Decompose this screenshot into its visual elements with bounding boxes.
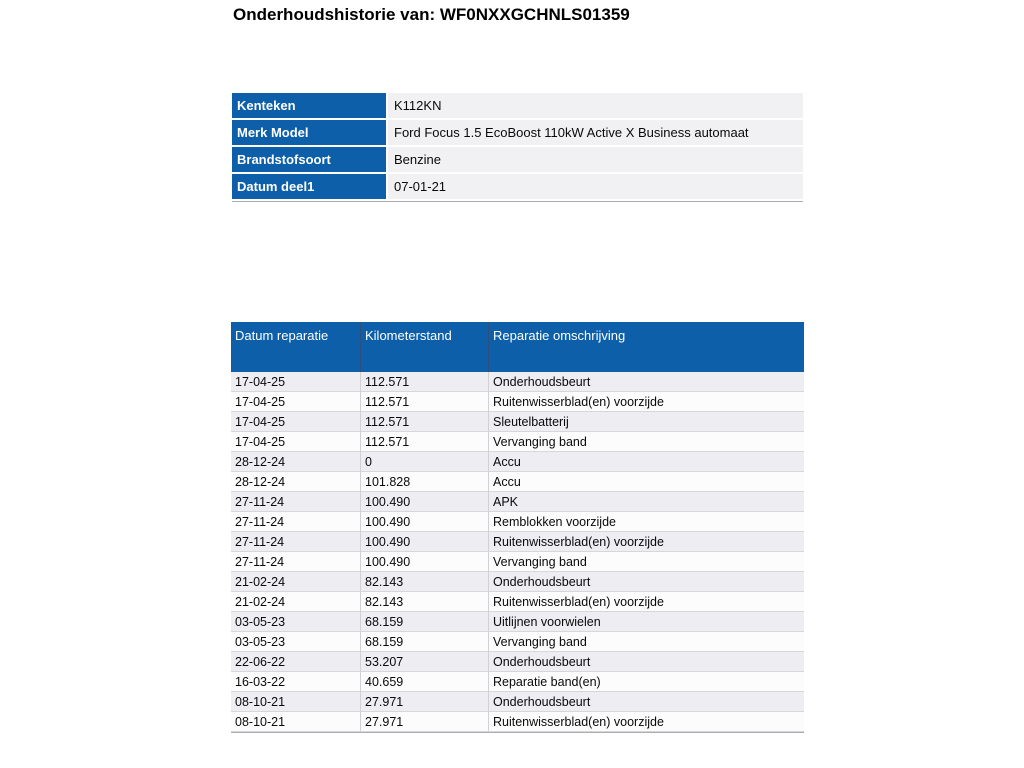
repair-row	[231, 552, 804, 572]
repair-description: Ruitenwisserblad(en) voorzijde	[489, 592, 804, 612]
repair-row	[231, 432, 804, 452]
repair-row	[231, 412, 804, 432]
repair-description: Vervanging band	[489, 632, 804, 652]
repair-row	[231, 452, 804, 472]
vehicle-info-label: Datum deel1	[232, 174, 388, 201]
repair-date: 16-03-22	[231, 672, 361, 692]
repair-date: 27-11-24	[231, 532, 361, 552]
repair-odometer: 100.490	[361, 512, 489, 532]
repair-date: 17-04-25	[231, 392, 361, 412]
repair-description: Uitlijnen voorwielen	[489, 612, 804, 632]
repair-date: 28-12-24	[231, 472, 361, 492]
repair-odometer: 100.490	[361, 532, 489, 552]
repair-history-body	[231, 372, 804, 732]
repair-odometer: 100.490	[361, 492, 489, 512]
repair-date: 17-04-25	[231, 412, 361, 432]
repair-odometer: 68.159	[361, 612, 489, 632]
repair-date: 08-10-21	[231, 712, 361, 732]
repair-odometer: 27.971	[361, 692, 489, 712]
repair-description: APK	[489, 492, 804, 512]
repair-date: 21-02-24	[231, 572, 361, 592]
repair-odometer: 27.971	[361, 712, 489, 732]
repair-row	[231, 512, 804, 532]
repair-odometer: 112.571	[361, 412, 489, 432]
repair-description: Onderhoudsbeurt	[489, 572, 804, 592]
repair-odometer: 40.659	[361, 672, 489, 692]
repair-date: 28-12-24	[231, 452, 361, 472]
repair-description: Ruitenwisserblad(en) voorzijde	[489, 532, 804, 552]
repair-description: Accu	[489, 472, 804, 492]
vehicle-info-row	[232, 147, 803, 174]
repair-description: Remblokken voorzijde	[489, 512, 804, 532]
repair-description: Ruitenwisserblad(en) voorzijde	[489, 392, 804, 412]
column-header-reparatie-omschrijving: Reparatie omschrijving	[489, 322, 804, 372]
repair-row	[231, 632, 804, 652]
repair-odometer: 82.143	[361, 592, 489, 612]
repair-description: Ruitenwisserblad(en) voorzijde	[489, 712, 804, 732]
repair-date: 22-06-22	[231, 652, 361, 672]
repair-row	[231, 392, 804, 412]
repair-row	[231, 492, 804, 512]
vehicle-info-value: Ford Focus 1.5 EcoBoost 110kW Active X Business automaat	[388, 120, 803, 147]
vehicle-info-value: K112KN	[388, 93, 803, 120]
vehicle-info-label: Merk Model	[232, 120, 388, 147]
repair-odometer: 0	[361, 452, 489, 472]
repair-date: 21-02-24	[231, 592, 361, 612]
repair-description: Vervanging band	[489, 432, 804, 452]
repair-row	[231, 472, 804, 492]
vehicle-info-label: Kenteken	[232, 93, 388, 120]
repair-description: Sleutelbatterij	[489, 412, 804, 432]
repair-history-header	[231, 322, 804, 372]
repair-date: 08-10-21	[231, 692, 361, 712]
repair-odometer: 112.571	[361, 372, 489, 392]
column-header-datum-reparatie: Datum reparatie	[231, 322, 361, 372]
column-header-kilometerstand: Kilometerstand	[361, 322, 489, 372]
repair-description: Onderhoudsbeurt	[489, 652, 804, 672]
repair-date: 17-04-25	[231, 432, 361, 452]
repair-description: Onderhoudsbeurt	[489, 372, 804, 392]
repair-row	[231, 532, 804, 552]
vehicle-info-row	[232, 174, 803, 201]
repair-odometer: 100.490	[361, 552, 489, 572]
vehicle-info-row	[232, 120, 803, 147]
vehicle-info-row	[232, 93, 803, 120]
repair-history-table	[231, 322, 804, 733]
vehicle-info-value: Benzine	[388, 147, 803, 174]
repair-date: 03-05-23	[231, 632, 361, 652]
repair-odometer: 112.571	[361, 432, 489, 452]
repair-description: Accu	[489, 452, 804, 472]
repair-date: 17-04-25	[231, 372, 361, 392]
repair-row	[231, 672, 804, 692]
repair-odometer: 53.207	[361, 652, 489, 672]
repair-description: Onderhoudsbeurt	[489, 692, 804, 712]
repair-odometer: 101.828	[361, 472, 489, 492]
repair-row	[231, 612, 804, 632]
vehicle-info-value: 07-01-21	[388, 174, 803, 201]
repair-row	[231, 372, 804, 392]
repair-date: 27-11-24	[231, 492, 361, 512]
repair-date: 27-11-24	[231, 512, 361, 532]
vehicle-info-table	[232, 93, 803, 202]
vehicle-info-body	[232, 93, 803, 201]
repair-row	[231, 652, 804, 672]
repair-row	[231, 592, 804, 612]
repair-odometer: 68.159	[361, 632, 489, 652]
vehicle-info-label: Brandstofsoort	[232, 147, 388, 174]
repair-row	[231, 572, 804, 592]
repair-history-header-row	[231, 322, 804, 372]
repair-odometer: 82.143	[361, 572, 489, 592]
repair-date: 03-05-23	[231, 612, 361, 632]
repair-date: 27-11-24	[231, 552, 361, 572]
page-title: Onderhoudshistorie van: WF0NXXGCHNLS01359	[233, 5, 630, 24]
repair-description: Reparatie band(en)	[489, 672, 804, 692]
repair-row	[231, 712, 804, 732]
repair-odometer: 112.571	[361, 392, 489, 412]
repair-description: Vervanging band	[489, 552, 804, 572]
repair-row	[231, 692, 804, 712]
